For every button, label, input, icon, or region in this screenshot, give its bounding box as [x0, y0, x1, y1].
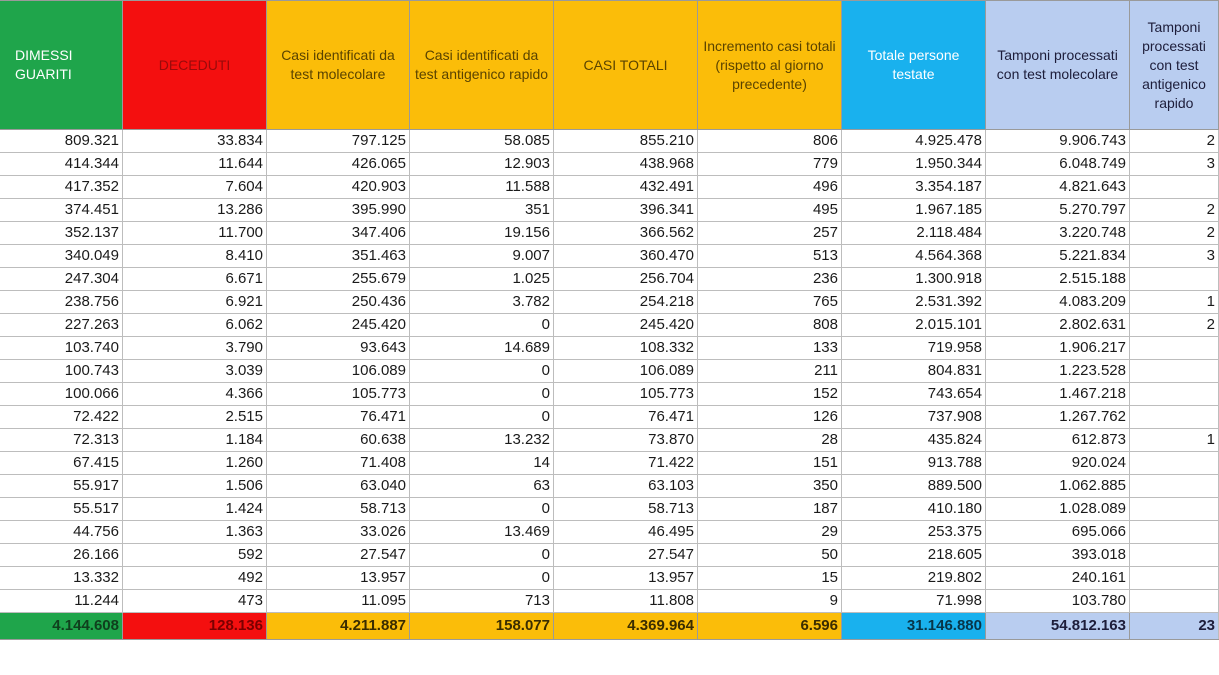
- total-cell: 158.077: [410, 613, 554, 640]
- table-cell: 103.780: [986, 590, 1130, 613]
- table-cell: 58.085: [410, 130, 554, 153]
- table-cell: 420.903: [267, 176, 410, 199]
- table-cell: 347.406: [267, 222, 410, 245]
- table-cell: 1.184: [123, 429, 267, 452]
- table-cell: 240.161: [986, 567, 1130, 590]
- table-cell: 2: [1130, 314, 1219, 337]
- col-header-incremento-casi: Incremento casi totali (rispetto al giorno precedente): [698, 1, 842, 130]
- table-cell: 2.515: [123, 406, 267, 429]
- table-cell: 340.049: [0, 245, 123, 268]
- table-cell: 913.788: [842, 452, 986, 475]
- table-cell: 72.422: [0, 406, 123, 429]
- table-cell: 6.048.749: [986, 153, 1130, 176]
- table-cell: 1.062.885: [986, 475, 1130, 498]
- table-cell: 250.436: [267, 291, 410, 314]
- table-cell: 219.802: [842, 567, 986, 590]
- table-cell: 93.643: [267, 337, 410, 360]
- table-cell: 2.802.631: [986, 314, 1130, 337]
- total-cell: 54.812.163: [986, 613, 1130, 640]
- table-cell: 76.471: [554, 406, 698, 429]
- table-cell: 393.018: [986, 544, 1130, 567]
- table-cell: 245.420: [554, 314, 698, 337]
- table-cell: 695.066: [986, 521, 1130, 544]
- table-cell: 492: [123, 567, 267, 590]
- table-cell: 4.366: [123, 383, 267, 406]
- table-cell: 2.118.484: [842, 222, 986, 245]
- table-cell: 809.321: [0, 130, 123, 153]
- table-cell: [1130, 475, 1219, 498]
- table-cell: 11.244: [0, 590, 123, 613]
- table-row: [0, 475, 1219, 498]
- table-cell: 236: [698, 268, 842, 291]
- table-cell: 1.467.218: [986, 383, 1130, 406]
- table-cell: 592: [123, 544, 267, 567]
- col-header-casi-totali: CASI TOTALI: [554, 1, 698, 130]
- table-cell: 2.531.392: [842, 291, 986, 314]
- col-header-tamponi-antigenico: Tamponi processati con test antigenico rapido: [1130, 1, 1219, 130]
- table-cell: 0: [410, 567, 554, 590]
- table-cell: 5.270.797: [986, 199, 1130, 222]
- table-row: [0, 291, 1219, 314]
- table-row: [0, 337, 1219, 360]
- table-cell: 806: [698, 130, 842, 153]
- table-cell: 414.344: [0, 153, 123, 176]
- table-cell: 1.028.089: [986, 498, 1130, 521]
- table-cell: 44.756: [0, 521, 123, 544]
- totals-row: [0, 613, 1219, 640]
- col-header-deceduti: DECEDUTI: [123, 1, 267, 130]
- table-cell: 743.654: [842, 383, 986, 406]
- table-cell: 26.166: [0, 544, 123, 567]
- table-cell: 151: [698, 452, 842, 475]
- table-cell: 58.713: [267, 498, 410, 521]
- table-cell: 58.713: [554, 498, 698, 521]
- table-cell: 63.103: [554, 475, 698, 498]
- table-cell: 2: [1130, 222, 1219, 245]
- table-cell: 2: [1130, 130, 1219, 153]
- table-cell: [1130, 176, 1219, 199]
- table-cell: 1.950.344: [842, 153, 986, 176]
- col-header-persone-testate: Totale persone testate: [842, 1, 986, 130]
- table-body: [0, 130, 1219, 640]
- table-row: [0, 590, 1219, 613]
- table-cell: 28: [698, 429, 842, 452]
- table-cell: 920.024: [986, 452, 1130, 475]
- table-row: [0, 544, 1219, 567]
- table-cell: 2: [1130, 199, 1219, 222]
- table-cell: 737.908: [842, 406, 986, 429]
- table-cell: 1.424: [123, 498, 267, 521]
- table-row: [0, 222, 1219, 245]
- table-cell: 253.375: [842, 521, 986, 544]
- table-cell: 12.903: [410, 153, 554, 176]
- table-cell: [1130, 452, 1219, 475]
- table-cell: 3.782: [410, 291, 554, 314]
- table-cell: 3.039: [123, 360, 267, 383]
- table-cell: 257: [698, 222, 842, 245]
- table-cell: [1130, 590, 1219, 613]
- table-cell: 719.958: [842, 337, 986, 360]
- table-cell: 1.906.217: [986, 337, 1130, 360]
- table-cell: 13.332: [0, 567, 123, 590]
- table-cell: 352.137: [0, 222, 123, 245]
- table-cell: [1130, 360, 1219, 383]
- table-cell: 60.638: [267, 429, 410, 452]
- table-cell: 4.083.209: [986, 291, 1130, 314]
- table-cell: 105.773: [267, 383, 410, 406]
- table-cell: 5.221.834: [986, 245, 1130, 268]
- total-cell: 128.136: [123, 613, 267, 640]
- total-cell: 4.211.887: [267, 613, 410, 640]
- table-cell: 55.517: [0, 498, 123, 521]
- table-cell: 432.491: [554, 176, 698, 199]
- table-row: [0, 199, 1219, 222]
- table-cell: 797.125: [267, 130, 410, 153]
- table-cell: 779: [698, 153, 842, 176]
- table-cell: 1.363: [123, 521, 267, 544]
- table-cell: 366.562: [554, 222, 698, 245]
- table-cell: 426.065: [267, 153, 410, 176]
- table-cell: 108.332: [554, 337, 698, 360]
- table-cell: 13.957: [267, 567, 410, 590]
- table-cell: 0: [410, 360, 554, 383]
- table-cell: 11.095: [267, 590, 410, 613]
- total-cell: 4.144.608: [0, 613, 123, 640]
- table-cell: 350: [698, 475, 842, 498]
- table-row: [0, 567, 1219, 590]
- table-cell: 6.671: [123, 268, 267, 291]
- table-cell: 351: [410, 199, 554, 222]
- table-cell: 33.834: [123, 130, 267, 153]
- table-cell: [1130, 383, 1219, 406]
- total-cell: 31.146.880: [842, 613, 986, 640]
- table-row: [0, 452, 1219, 475]
- table-row: [0, 268, 1219, 291]
- table-cell: [1130, 406, 1219, 429]
- table-cell: 351.463: [267, 245, 410, 268]
- table-cell: 27.547: [554, 544, 698, 567]
- table-cell: 106.089: [554, 360, 698, 383]
- table-cell: 227.263: [0, 314, 123, 337]
- table-cell: 1.967.185: [842, 199, 986, 222]
- table-cell: [1130, 521, 1219, 544]
- table-cell: 55.917: [0, 475, 123, 498]
- table-cell: 1: [1130, 291, 1219, 314]
- table-cell: 765: [698, 291, 842, 314]
- table-cell: 106.089: [267, 360, 410, 383]
- table-cell: 72.313: [0, 429, 123, 452]
- table-cell: 9.906.743: [986, 130, 1130, 153]
- table-cell: 0: [410, 498, 554, 521]
- table-cell: 804.831: [842, 360, 986, 383]
- table-cell: 13.469: [410, 521, 554, 544]
- table-cell: 360.470: [554, 245, 698, 268]
- table-cell: 6.062: [123, 314, 267, 337]
- table-cell: 19.156: [410, 222, 554, 245]
- table-cell: 11.588: [410, 176, 554, 199]
- table-cell: 1.267.762: [986, 406, 1130, 429]
- table-cell: 9: [698, 590, 842, 613]
- table-cell: 0: [410, 383, 554, 406]
- table-cell: 71.408: [267, 452, 410, 475]
- table-cell: 855.210: [554, 130, 698, 153]
- col-header-casi-molecolare: Casi identificati da test molecolare: [267, 1, 410, 130]
- table-cell: 13.286: [123, 199, 267, 222]
- table-row: [0, 521, 1219, 544]
- table-cell: 0: [410, 544, 554, 567]
- table-cell: 3.354.187: [842, 176, 986, 199]
- table-cell: 245.420: [267, 314, 410, 337]
- table-cell: 50: [698, 544, 842, 567]
- table-cell: 473: [123, 590, 267, 613]
- table-cell: [1130, 544, 1219, 567]
- table-row: [0, 130, 1219, 153]
- table-cell: 4.821.643: [986, 176, 1130, 199]
- table-cell: 1.300.918: [842, 268, 986, 291]
- table-cell: 612.873: [986, 429, 1130, 452]
- total-cell: 23: [1130, 613, 1219, 640]
- col-header-dimessi-guariti: DIMESSI GUARITI: [0, 1, 123, 130]
- table-row: [0, 176, 1219, 199]
- table-cell: 1.223.528: [986, 360, 1130, 383]
- table-cell: 71.998: [842, 590, 986, 613]
- header-row: [0, 1, 1219, 130]
- table-cell: 15: [698, 567, 842, 590]
- table-cell: 255.679: [267, 268, 410, 291]
- table-cell: 713: [410, 590, 554, 613]
- table-cell: 11.808: [554, 590, 698, 613]
- table-cell: 6.921: [123, 291, 267, 314]
- table-cell: 808: [698, 314, 842, 337]
- table-cell: 63: [410, 475, 554, 498]
- table-cell: 211: [698, 360, 842, 383]
- table-cell: 29: [698, 521, 842, 544]
- table-row: [0, 314, 1219, 337]
- table-cell: 27.547: [267, 544, 410, 567]
- table-cell: 256.704: [554, 268, 698, 291]
- table-cell: [1130, 498, 1219, 521]
- table-cell: 435.824: [842, 429, 986, 452]
- table-cell: 13.957: [554, 567, 698, 590]
- table-cell: [1130, 268, 1219, 291]
- table-cell: 410.180: [842, 498, 986, 521]
- table-cell: 133: [698, 337, 842, 360]
- table-cell: 374.451: [0, 199, 123, 222]
- total-cell: 6.596: [698, 613, 842, 640]
- table-row: [0, 498, 1219, 521]
- table-row: [0, 383, 1219, 406]
- table-cell: 126: [698, 406, 842, 429]
- table-cell: 1.506: [123, 475, 267, 498]
- table-cell: 513: [698, 245, 842, 268]
- table-cell: 438.968: [554, 153, 698, 176]
- table-cell: 7.604: [123, 176, 267, 199]
- table-row: [0, 406, 1219, 429]
- table-cell: 1: [1130, 429, 1219, 452]
- total-cell: 4.369.964: [554, 613, 698, 640]
- table-cell: 14.689: [410, 337, 554, 360]
- table-row: [0, 429, 1219, 452]
- table-cell: 3: [1130, 153, 1219, 176]
- table-row: [0, 153, 1219, 176]
- table-cell: 152: [698, 383, 842, 406]
- table-cell: 33.026: [267, 521, 410, 544]
- table-cell: 395.990: [267, 199, 410, 222]
- table-cell: 396.341: [554, 199, 698, 222]
- table-cell: 1.025: [410, 268, 554, 291]
- table-cell: 3.220.748: [986, 222, 1130, 245]
- table-row: [0, 245, 1219, 268]
- table-cell: 0: [410, 314, 554, 337]
- col-header-casi-antigenico: Casi identificati da test antigenico rapido: [410, 1, 554, 130]
- table-cell: 67.415: [0, 452, 123, 475]
- table-cell: 9.007: [410, 245, 554, 268]
- table-cell: 218.605: [842, 544, 986, 567]
- table-cell: 76.471: [267, 406, 410, 429]
- table-cell: 0: [410, 406, 554, 429]
- table-cell: 105.773: [554, 383, 698, 406]
- table-row: [0, 360, 1219, 383]
- table-cell: 3.790: [123, 337, 267, 360]
- table-cell: 71.422: [554, 452, 698, 475]
- table-cell: 11.644: [123, 153, 267, 176]
- table-cell: 2.015.101: [842, 314, 986, 337]
- table-cell: 8.410: [123, 245, 267, 268]
- table-cell: 11.700: [123, 222, 267, 245]
- table-cell: 247.304: [0, 268, 123, 291]
- table-cell: 100.743: [0, 360, 123, 383]
- table-cell: 13.232: [410, 429, 554, 452]
- table-cell: [1130, 337, 1219, 360]
- table-cell: 496: [698, 176, 842, 199]
- table-cell: 238.756: [0, 291, 123, 314]
- table-cell: 14: [410, 452, 554, 475]
- table-cell: [1130, 567, 1219, 590]
- table-cell: 4.925.478: [842, 130, 986, 153]
- col-header-tamponi-molecolare: Tamponi processati con test molecolare: [986, 1, 1130, 130]
- table-cell: 63.040: [267, 475, 410, 498]
- table-cell: 73.870: [554, 429, 698, 452]
- table-cell: 46.495: [554, 521, 698, 544]
- table-cell: 1.260: [123, 452, 267, 475]
- table-cell: 187: [698, 498, 842, 521]
- table-cell: 889.500: [842, 475, 986, 498]
- table-cell: 100.066: [0, 383, 123, 406]
- table-cell: 254.218: [554, 291, 698, 314]
- table-cell: 2.515.188: [986, 268, 1130, 291]
- table-cell: 4.564.368: [842, 245, 986, 268]
- table-cell: 3: [1130, 245, 1219, 268]
- table-cell: 103.740: [0, 337, 123, 360]
- table-cell: 417.352: [0, 176, 123, 199]
- table-cell: 495: [698, 199, 842, 222]
